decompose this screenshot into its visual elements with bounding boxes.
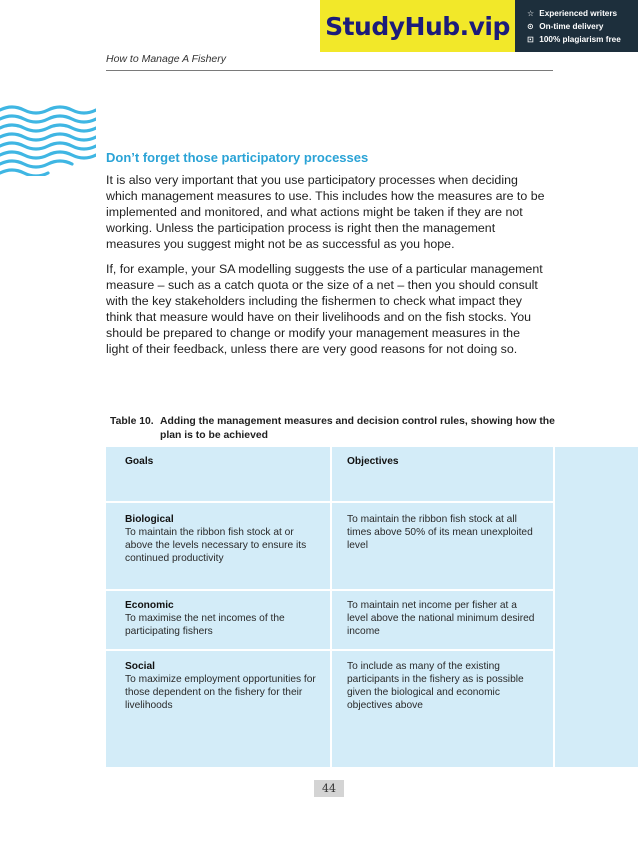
- table-column-divider: [330, 447, 332, 767]
- banner-feature-item: [527, 20, 638, 33]
- goal-label: Biological: [125, 514, 174, 525]
- page-number: 44: [314, 780, 344, 797]
- goal-text: To maximize employment opportunities for those dependent on the fishery for their livelihoods: [125, 674, 316, 711]
- table-header-objectives: Objectives: [347, 456, 399, 467]
- clock-icon: ⊙: [527, 22, 534, 31]
- body-paragraph: If, for example, your SA modelling suggests the use of a particular management measure – such as a catch quota or the size of a net – then you should consult with the key stakeholders including the fishermen to check what impact they think that measure would have on their livelihoods and on the fish stocks. You should be prepared to change or modify your management measures in the light of their feedback, unless there are very good reasons for not doing so.: [106, 262, 543, 356]
- table-column-divider: [553, 447, 555, 767]
- header-divider: [106, 70, 553, 71]
- goal-label: Economic: [125, 600, 174, 611]
- table-row-goal: [125, 513, 315, 565]
- banner-feature-label: 100% plagiarism free: [539, 35, 621, 44]
- running-header: How to Manage A Fishery: [106, 53, 227, 65]
- goal-label: Social: [125, 661, 156, 672]
- body-paragraph: It is also very important that you use participatory processes when deciding which management measures to use. This includes how the measures are to be implemented and monitored, and what actions might be taken if they are not working. Unless the participation process is right then the management measures you suggest might not be as successful as you hope.: [106, 173, 545, 251]
- banner-feature-list: [515, 0, 638, 52]
- table-row-divider: [106, 501, 555, 503]
- table-row-objective: To maintain net income per fisher at a level above the national minimum desired income: [347, 600, 535, 637]
- waves-icon: [0, 104, 96, 176]
- banner-feature-item: [527, 33, 638, 46]
- document-check-icon: ⊡: [527, 35, 534, 44]
- banner-feature-item: [527, 7, 638, 20]
- table-header-goals: Goals: [125, 456, 154, 467]
- banner-feature-label: Experienced writers: [539, 9, 618, 18]
- banner-brand[interactable]: StudyHub.vip: [320, 0, 515, 52]
- table-row-objective: To maintain the ribbon fish stock at all times above 50% of its mean unexploited level: [347, 514, 533, 551]
- goals-objectives-table: [106, 447, 638, 767]
- table-row-goal: [125, 660, 317, 712]
- goal-text: To maintain the ribbon fish stock at or above the levels necessary to ensure its continued productivity: [125, 527, 307, 564]
- star-icon: ☆: [527, 9, 535, 18]
- section-title: Don’t forget those participatory processes: [106, 150, 369, 165]
- table-row-divider: [106, 649, 555, 651]
- table-row-divider: [106, 589, 555, 591]
- table-caption-number: Table 10.: [110, 416, 154, 427]
- table-row-objective: To include as many of the existing participants in the fishery as is possible given the biological and economic objectives above: [347, 661, 524, 711]
- banner-feature-label: On-time delivery: [539, 22, 604, 31]
- goal-text: To maximise the net incomes of the participating fishers: [125, 613, 285, 637]
- table-row-goal: [125, 599, 315, 638]
- table-caption-text: Adding the management measures and decision control rules, showing how the plan is to be achieved: [160, 416, 555, 441]
- ad-banner[interactable]: [320, 0, 638, 52]
